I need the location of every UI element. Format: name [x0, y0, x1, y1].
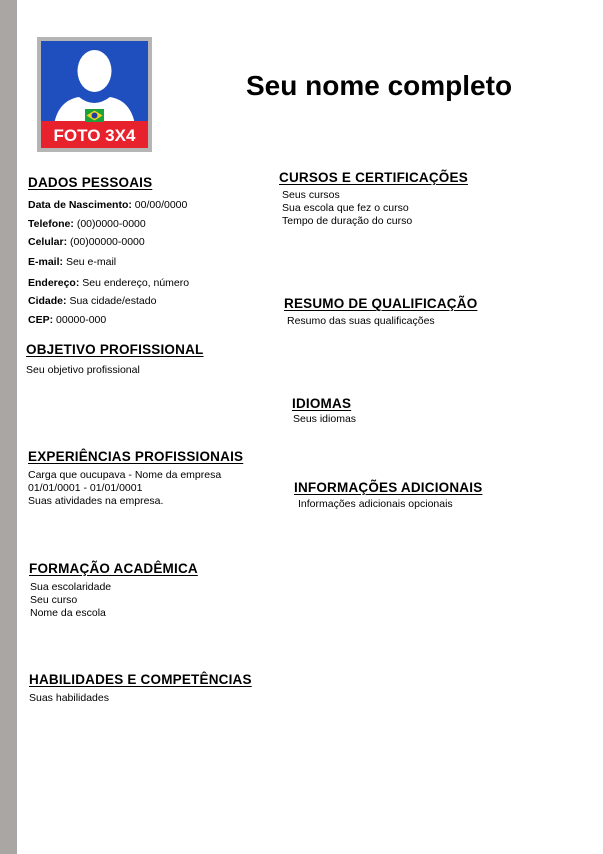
- languages-heading: IDIOMAS: [292, 396, 352, 411]
- field-value: 00/00/0000: [134, 199, 188, 211]
- experience-line: Carga que oucupava - Nome da empresa: [28, 469, 222, 481]
- field-value: 00000-000: [56, 314, 107, 326]
- field-value: (00)0000-0000: [76, 218, 146, 230]
- email-row: [28, 256, 116, 268]
- zip-row: [28, 314, 106, 326]
- objective-text: Seu objetivo profissional: [26, 364, 140, 376]
- additional-info-text: Informações adicionais opcionais: [298, 498, 453, 510]
- education-heading: FORMAÇÃO ACADÊMICA: [29, 561, 198, 576]
- birth-date-row: [28, 199, 187, 211]
- city-row: [28, 295, 156, 307]
- person-silhouette-icon: [37, 37, 152, 152]
- mobile-row: [28, 236, 145, 248]
- courses-line: Seus cursos: [282, 189, 340, 201]
- field-value: Sua cidade/estado: [69, 295, 157, 307]
- education-line: Seu curso: [30, 594, 78, 606]
- address-row: [28, 277, 189, 289]
- field-label: Endereço:: [28, 277, 80, 289]
- field-label: Data de Nascimento:: [28, 199, 132, 211]
- photo-label: FOTO 3X4: [53, 126, 136, 145]
- field-label: Telefone:: [28, 218, 74, 230]
- field-value: (00)00000-0000: [70, 236, 145, 248]
- experience-line: Suas atividades na empresa.: [28, 495, 164, 507]
- field-value: Seu e-mail: [65, 256, 117, 268]
- phone-row: [28, 218, 146, 230]
- summary-heading: RESUMO DE QUALIFICAÇÃO: [284, 296, 478, 311]
- education-line: Sua escolaridade: [30, 581, 112, 593]
- languages-text: Seus idiomas: [293, 413, 357, 425]
- field-label: CEP:: [28, 314, 54, 326]
- courses-line: Tempo de duração do curso: [282, 215, 413, 227]
- brazil-flag-icon: [85, 109, 104, 122]
- additional-info-heading: INFORMAÇÕES ADICIONAIS: [294, 480, 483, 495]
- experience-heading: EXPERIÊNCIAS PROFISSIONAIS: [28, 449, 244, 464]
- objective-heading: OBJETIVO PROFISSIONAL: [26, 342, 204, 357]
- courses-line: Sua escola que fez o curso: [282, 202, 409, 214]
- skills-text: Suas habilidades: [29, 692, 109, 704]
- field-label: Cidade:: [28, 295, 67, 307]
- left-side-bar: [0, 0, 17, 854]
- summary-text: Resumo das suas qualificações: [287, 315, 435, 327]
- photo-placeholder: [37, 37, 152, 152]
- full-name: Seu nome completo: [246, 70, 513, 101]
- personal-data-heading: DADOS PESSOAIS: [28, 175, 153, 190]
- education-line: Nome da escola: [30, 607, 106, 619]
- field-label: Celular:: [28, 236, 68, 248]
- experience-line: 01/01/0001 - 01/01/0001: [28, 482, 143, 494]
- field-value: Seu endereço, número: [82, 277, 190, 289]
- courses-heading: CURSOS E CERTIFICAÇÕES: [279, 170, 468, 185]
- skills-heading: HABILIDADES E COMPETÊNCIAS: [29, 672, 252, 687]
- field-label: E-mail:: [28, 256, 64, 268]
